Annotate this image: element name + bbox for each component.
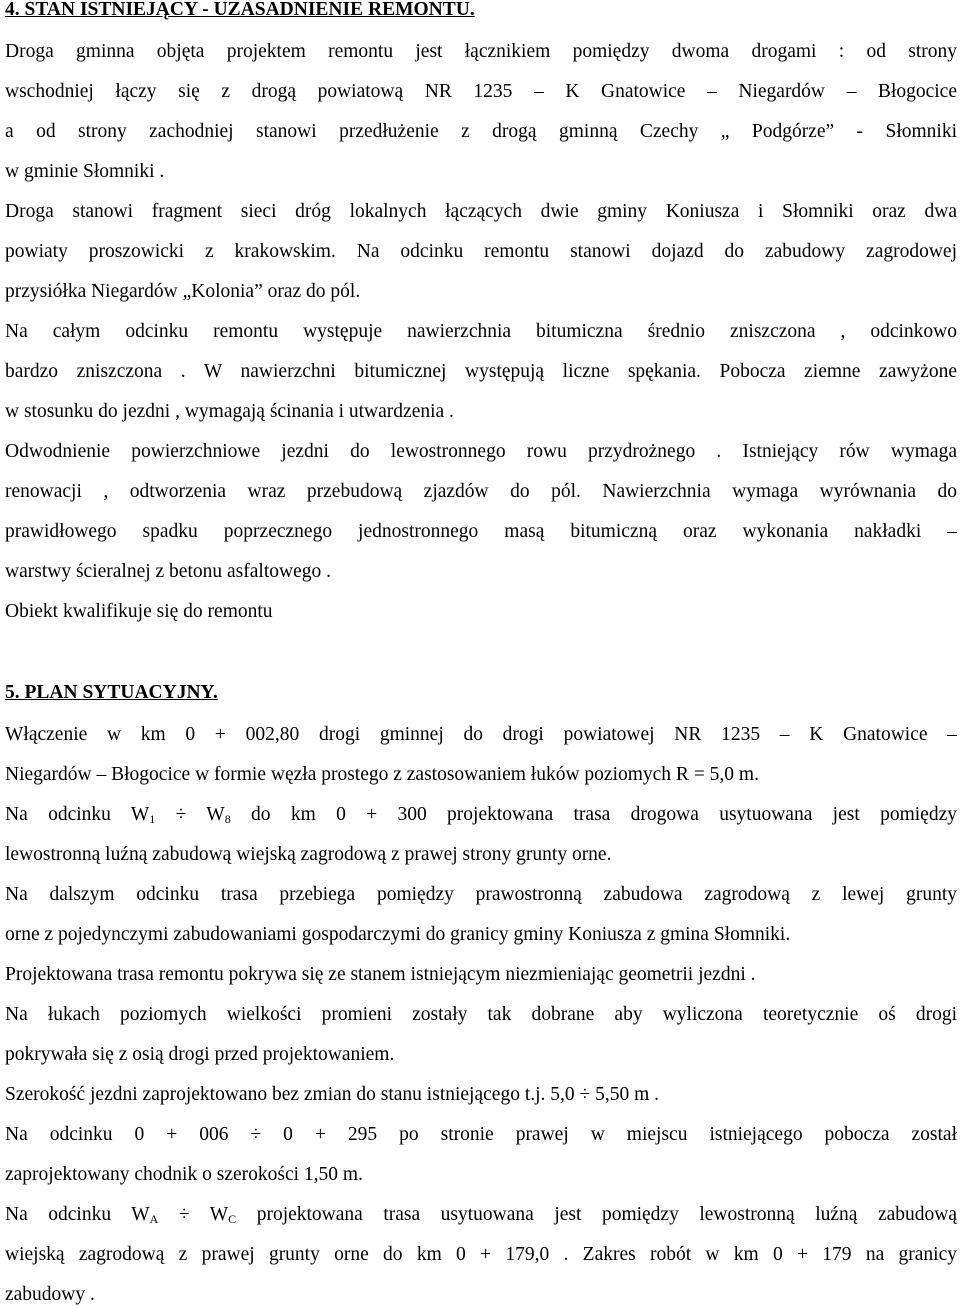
- paragraph-line: orne z pojedynczymi zabudowaniami gospodarczymi do granicy gminy Koniusza z gmina Słomniki.: [5, 924, 791, 945]
- paragraph-line: Na dalszym odcinku trasa przebiega pomiędzy prawostronną zabudowa zagrodową z lewej grunty: [5, 884, 957, 905]
- text-run: Na odcinku W: [5, 804, 150, 825]
- paragraph-line: prawidłowego spadku poprzecznego jednostronnego masą bitumiczną oraz wykonania nakładki –: [5, 521, 957, 542]
- paragraph-line: powiaty proszowicki z krakowskim. Na odcinku remontu stanowi dojazd do zabudowy zagrodowej: [5, 241, 957, 262]
- subscript: 1: [149, 812, 156, 826]
- paragraph-line: Droga gminna objęta projektem remontu jest łącznikiem pomiędzy dwoma drogami : od strony: [5, 41, 957, 62]
- paragraph-line: Odwodnienie powierzchniowe jezdni do lewostronnego rowu przydrożnego . Istniejący rów wymaga: [5, 441, 957, 462]
- paragraph-line: bardzo zniszczona . W nawierzchni bitumicznej występują liczne spękania. Pobocza ziemne zawyżone: [5, 361, 957, 382]
- subscript: C: [228, 1212, 237, 1226]
- paragraph-line: Na całym odcinku remontu występuje nawierzchnia bitumiczna średnio zniszczona , odcinkowo: [5, 321, 957, 342]
- paragraph-line: lewostronną luźną zabudową wiejską zagrodową z prawej strony grunty orne.: [5, 844, 612, 865]
- paragraph-line: wschodniej łączy się z drogą powiatową NR 1235 – K Gnatowice – Niegardów – Błogocice: [5, 81, 957, 102]
- paragraph-line: Na odcinku 0 + 006 ÷ 0 + 295 po stronie prawej w miejscu istniejącego pobocza został: [5, 1124, 957, 1145]
- paragraph-line: w gminie Słomniki .: [5, 161, 165, 182]
- paragraph-line: pokrywała się z osią drogi przed projektowaniem.: [5, 1044, 395, 1065]
- paragraph-line: Na łukach poziomych wielkości promieni zostały tak dobrane aby wyliczona teoretycznie oś drogi: [5, 1004, 957, 1025]
- paragraph-line: zaprojektowany chodnik o szerokości 1,50 m.: [5, 1164, 363, 1185]
- text-run: ÷ W: [158, 1204, 229, 1225]
- subscript: A: [149, 1212, 159, 1226]
- paragraph-line: renowacji , odtworzenia wraz przebudową zjazdów do pól. Nawierzchnia wymaga wyrównania do: [5, 481, 957, 502]
- paragraph-line: Projektowana trasa remontu pokrywa się ze stanem istniejącym niezmieniając geometrii jezdni .: [5, 964, 756, 985]
- section-5-heading: 5. PLAN SYTUACYJNY.: [5, 682, 218, 703]
- paragraph-line: [5, 803, 957, 827]
- paragraph-line: Droga stanowi fragment sieci dróg lokalnych łączących dwie gminy Koniusza i Słomniki oraz dwa: [5, 201, 957, 222]
- paragraph-line: [5, 1203, 957, 1227]
- paragraph-line: Włączenie w km 0 + 002,80 drogi gminnej do drogi powiatowej NR 1235 – K Gnatowice –: [5, 724, 957, 745]
- section-4-heading: 4. STAN ISTNIEJĄCY - UZASADNIENIE REMONTU.: [5, 0, 475, 20]
- paragraph-line: warstwy ścieralnej z betonu asfaltowego .: [5, 561, 331, 582]
- paragraph-line: przysiółka Niegardów „Kolonia” oraz do pól.: [5, 281, 361, 302]
- paragraph-line: Szerokość jezdni zaprojektowano bez zmian do stanu istniejącego t.j. 5,0 ÷ 5,50 m .: [5, 1084, 660, 1105]
- paragraph-line: Obiekt kwalifikuje się do remontu: [5, 601, 273, 622]
- subscript: 8: [224, 812, 231, 826]
- paragraph-line: a od strony zachodniej stanowi przedłużenie z drogą gminną Czechy „ Podgórze” - Słomniki: [5, 121, 957, 142]
- paragraph-line: zabudowy .: [5, 1284, 95, 1305]
- text-run: Na odcinku W: [5, 1204, 150, 1225]
- text-run: projektowana trasa usytuowana jest pomiędzy lewostronną luźną zabudową: [236, 1204, 957, 1225]
- paragraph-line: wiejską zagrodową z prawej grunty orne do km 0 + 179,0 . Zakres robót w km 0 + 179 na granicy: [5, 1244, 957, 1265]
- paragraph-line: Niegardów – Błogocice w formie węzła prostego z zastosowaniem łuków poziomych R = 5,0 m.: [5, 764, 759, 785]
- text-run: ÷ W: [155, 804, 225, 825]
- text-run: do km 0 + 300 projektowana trasa drogowa usytuowana jest pomiędzy: [230, 804, 957, 825]
- paragraph-line: w stosunku do jezdni , wymagają ścinania i utwardzenia .: [5, 401, 454, 422]
